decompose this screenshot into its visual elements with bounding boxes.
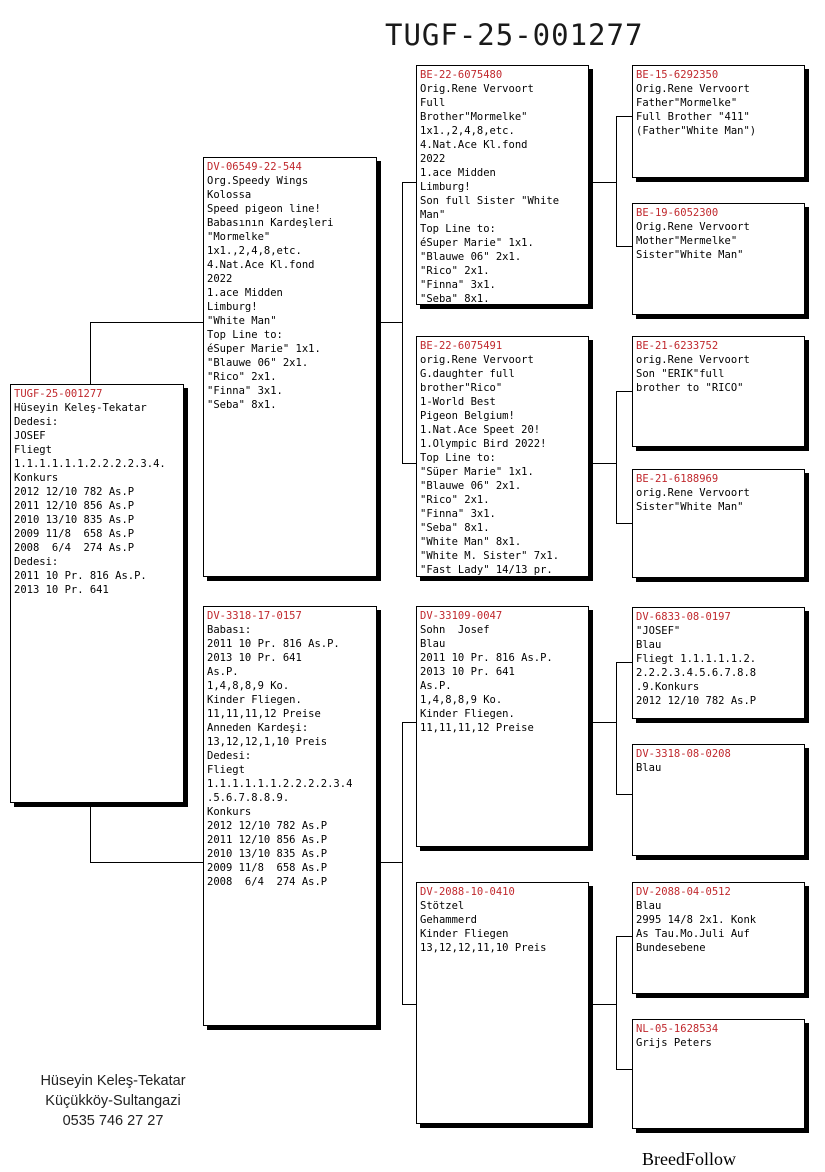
card-line: Sohn Josef bbox=[420, 624, 490, 636]
great-grandparent-card[interactable] bbox=[632, 203, 805, 315]
card-line: 1.ace Midden bbox=[207, 287, 283, 299]
connector bbox=[592, 463, 616, 464]
subject-card[interactable] bbox=[10, 384, 184, 803]
sire-sire-card[interactable] bbox=[416, 65, 589, 305]
card-line: orig.Rene Vervoort bbox=[420, 354, 534, 366]
connector bbox=[616, 246, 632, 247]
connector bbox=[616, 936, 617, 1070]
connector bbox=[616, 523, 632, 524]
breeder-location: Küçükköy-Sultangazi bbox=[45, 1093, 181, 1109]
ring-number: DV-06549-22-544 bbox=[207, 161, 302, 173]
great-grandparent-card[interactable] bbox=[632, 744, 805, 856]
card-line: 2995 14/8 2x1. Konk bbox=[636, 914, 757, 926]
card-line: 2008 6/4 274 As.P bbox=[14, 542, 135, 554]
card-line: Dedesi: bbox=[14, 416, 59, 428]
connector bbox=[592, 722, 616, 723]
card-line: 2010 13/10 835 As.P bbox=[14, 514, 135, 526]
card-line: Top Line to: bbox=[420, 452, 496, 464]
card-line: "Seba" 8x1. bbox=[420, 522, 490, 534]
card-line: Orig.Rene Vervoort bbox=[636, 221, 750, 233]
card-line: "Blauwe 06" 2x1. bbox=[207, 357, 309, 369]
card-line: Limburg! bbox=[420, 181, 471, 193]
card-line: 13,12,12,1,10 Preis bbox=[207, 736, 328, 748]
connector bbox=[376, 862, 402, 863]
card-line: Top Line to: bbox=[420, 223, 496, 235]
card-line: 2011 10 Pr. 816 As.P. bbox=[420, 652, 553, 664]
connector bbox=[592, 1004, 616, 1005]
connector bbox=[402, 722, 403, 1004]
ring-number: TUGF-25-001277 bbox=[14, 388, 103, 400]
ring-number: BE-22-6075491 bbox=[420, 340, 503, 352]
card-line: JOSEF bbox=[14, 430, 46, 442]
card-line: 2013 10 Pr. 641 bbox=[420, 666, 515, 678]
card-line: Son "ERIK"full bbox=[636, 368, 725, 380]
card-line: Gehammerd bbox=[420, 914, 477, 926]
card-line: 11,11,11,12 Preise bbox=[207, 708, 321, 720]
card-line: 2010 13/10 835 As.P bbox=[207, 848, 328, 860]
card-line: 1.ace Midden bbox=[420, 167, 496, 179]
breeder-name: Hüseyin Keleş-Tekatar bbox=[40, 1073, 186, 1089]
connector bbox=[616, 116, 617, 247]
card-line: Org.Speedy Wings bbox=[207, 175, 309, 187]
card-line: Blau bbox=[636, 639, 662, 651]
breeder-phone: 0535 746 27 27 bbox=[62, 1113, 164, 1129]
connector bbox=[616, 391, 617, 524]
card-line: 11,11,11,12 Preise bbox=[420, 722, 534, 734]
card-line: Full bbox=[420, 97, 446, 109]
card-line: 4.Nat.Ace Kl.fond bbox=[420, 139, 528, 151]
ring-number: DV-2088-04-0512 bbox=[636, 886, 731, 898]
card-line: Mother"Mermelke" bbox=[636, 235, 738, 247]
card-line: 1.1.1.1.1.1.2.2.2.2.3.4 bbox=[207, 778, 353, 790]
breeder-contact bbox=[28, 1071, 198, 1131]
card-line: Father"Mormelke" bbox=[636, 97, 738, 109]
card-line: Stötzel bbox=[420, 900, 465, 912]
ring-number: DV-33109-0047 bbox=[420, 610, 503, 622]
card-line: Anneden Kardeşi: bbox=[207, 722, 309, 734]
brand-logo: BreedFollow bbox=[642, 1149, 736, 1169]
card-line: "Seba" 8x1. bbox=[207, 399, 277, 411]
great-grandparent-card[interactable] bbox=[632, 65, 805, 178]
sire-card[interactable] bbox=[203, 157, 377, 577]
connector bbox=[90, 322, 91, 384]
card-line: Sister"White Man" bbox=[636, 501, 744, 513]
card-line: Babası: bbox=[207, 624, 252, 636]
connector bbox=[90, 802, 91, 863]
card-line: 2009 11/8 658 As.P bbox=[14, 528, 135, 540]
card-line: Konkurs bbox=[207, 806, 252, 818]
card-line: 2.2.2.3.4.5.6.7.8.8 bbox=[636, 667, 757, 679]
card-line: "Blauwe 06" 2x1. bbox=[420, 251, 522, 263]
card-line: Fliegt bbox=[207, 764, 245, 776]
dam-dam-card[interactable] bbox=[416, 882, 589, 1124]
card-line: "Seba" 8x1. bbox=[420, 293, 490, 305]
card-line: 1.Nat.Ace Speet 20! bbox=[420, 424, 541, 436]
card-line: Limburg! bbox=[207, 301, 258, 313]
card-line: 2011 12/10 856 As.P bbox=[14, 500, 135, 512]
connector bbox=[402, 722, 417, 723]
card-line: 2012 12/10 782 As.P bbox=[207, 820, 328, 832]
card-line: Babasının Kardeşleri bbox=[207, 217, 334, 229]
card-line: 1,4,8,8,9 Ko. bbox=[207, 680, 290, 692]
card-line: Grijs Peters bbox=[636, 1037, 712, 1049]
card-line: brother"Rico" bbox=[420, 382, 503, 394]
card-line: "Süper Marie" 1x1. bbox=[420, 466, 534, 478]
pedigree-title: TUGF-25-001277 bbox=[385, 18, 644, 52]
card-line: Sister"White Man" bbox=[636, 249, 744, 261]
card-line: 1x1.,2,4,8,etc. bbox=[420, 125, 515, 137]
connector bbox=[376, 322, 402, 323]
great-grandparent-card[interactable] bbox=[632, 336, 805, 447]
connector bbox=[616, 936, 632, 937]
card-line: Speed pigeon line! bbox=[207, 203, 321, 215]
card-line: As.P. bbox=[420, 680, 452, 692]
card-line: "White M. Sister" 7x1. bbox=[420, 550, 560, 562]
card-line: Kinder Fliegen. bbox=[207, 694, 302, 706]
dam-sire-card[interactable] bbox=[416, 606, 589, 847]
ring-number: BE-15-6292350 bbox=[636, 69, 719, 81]
great-grandparent-card[interactable] bbox=[632, 469, 805, 578]
card-line: "JOSEF" bbox=[636, 625, 681, 637]
card-line: "Mormelke" bbox=[207, 231, 271, 243]
ring-number: DV-6833-08-0197 bbox=[636, 611, 731, 623]
connector bbox=[592, 182, 616, 183]
card-line: 2009 11/8 658 As.P bbox=[207, 862, 328, 874]
card-line: 2011 12/10 856 As.P bbox=[207, 834, 328, 846]
ring-number: DV-3318-08-0208 bbox=[636, 748, 731, 760]
ring-number: DV-2088-10-0410 bbox=[420, 886, 515, 898]
ring-number: DV-3318-17-0157 bbox=[207, 610, 302, 622]
ring-number: BE-21-6188969 bbox=[636, 473, 719, 485]
connector bbox=[90, 862, 204, 863]
card-line: Full Brother "411" bbox=[636, 111, 750, 123]
card-line: Dedesi: bbox=[207, 750, 252, 762]
connector bbox=[616, 662, 617, 795]
card-line: 4.Nat.Ace Kl.fond bbox=[207, 259, 315, 271]
sire-dam-card[interactable] bbox=[416, 336, 589, 577]
card-line: Man" bbox=[420, 209, 446, 221]
card-line: Pigeon Belgium! bbox=[420, 410, 515, 422]
connector bbox=[616, 1069, 632, 1070]
card-line: 2008 6/4 274 As.P bbox=[207, 876, 328, 888]
card-line: Bundesebene bbox=[636, 942, 706, 954]
card-line: Fliegt bbox=[14, 444, 52, 456]
card-line: éSuper Marie" 1x1. bbox=[207, 343, 321, 355]
card-line: "White Man" bbox=[207, 315, 277, 327]
connector bbox=[402, 182, 417, 183]
card-line: 2013 10 Pr. 641 bbox=[207, 652, 302, 664]
connector bbox=[402, 182, 403, 464]
card-line: Blau bbox=[636, 762, 662, 774]
card-line: Blau bbox=[636, 900, 662, 912]
ring-number: BE-21-6233752 bbox=[636, 340, 719, 352]
ring-number: BE-22-6075480 bbox=[420, 69, 503, 81]
card-line: "Blauwe 06" 2x1. bbox=[420, 480, 522, 492]
card-line: orig.Rene Vervoort bbox=[636, 487, 750, 499]
card-line: G.daughter full bbox=[420, 368, 515, 380]
connector bbox=[90, 322, 204, 323]
card-line: Son full Sister "White bbox=[420, 195, 560, 207]
connector bbox=[616, 794, 632, 795]
card-line: 1.Olympic Bird 2022! bbox=[420, 438, 547, 450]
card-line: Dedesi: bbox=[14, 556, 59, 568]
card-line: 2022 bbox=[420, 153, 446, 165]
card-line: Hüseyin Keleş-Tekatar bbox=[14, 402, 147, 414]
card-line: 2022 bbox=[207, 273, 233, 285]
card-line: 2011 10 Pr. 816 As.P. bbox=[207, 638, 340, 650]
card-line: As Tau.Mo.Juli Auf bbox=[636, 928, 750, 940]
connector bbox=[402, 463, 417, 464]
card-line: Top Line to: bbox=[207, 329, 283, 341]
card-line: "Finna" 3x1. bbox=[420, 508, 496, 520]
card-line: .5.6.7.8.8.9. bbox=[207, 792, 290, 804]
card-line: Konkurs bbox=[14, 472, 59, 484]
card-line: "Finna" 3x1. bbox=[207, 385, 283, 397]
card-line: "Rico" 2x1. bbox=[207, 371, 277, 383]
card-line: 2012 12/10 782 As.P bbox=[636, 695, 757, 707]
card-line: Fliegt 1.1.1.1.1.2. bbox=[636, 653, 757, 665]
connector bbox=[616, 391, 632, 392]
ring-number: BE-19-6052300 bbox=[636, 207, 719, 219]
card-line: orig.Rene Vervoort bbox=[636, 354, 750, 366]
card-line: .9.Konkurs bbox=[636, 681, 700, 693]
card-line: Kinder Fliegen. bbox=[420, 708, 515, 720]
card-line: éSuper Marie" 1x1. bbox=[420, 237, 534, 249]
card-line: 2013 10 Pr. 641 bbox=[14, 584, 109, 596]
card-line: brother to "RICO" bbox=[636, 382, 744, 394]
connector bbox=[402, 1004, 417, 1005]
card-line: "Fast Lady" 14/13 pr. bbox=[420, 564, 553, 576]
card-line: "White Man" 8x1. bbox=[420, 536, 522, 548]
card-line: Blau bbox=[420, 638, 446, 650]
great-grandparent-card[interactable] bbox=[632, 607, 805, 719]
great-grandparent-card[interactable] bbox=[632, 882, 805, 994]
card-line: 1,4,8,8,9 Ko. bbox=[420, 694, 503, 706]
connector bbox=[616, 116, 632, 117]
ring-number: NL-05-1628534 bbox=[636, 1023, 719, 1035]
card-line: 1-World Best bbox=[420, 396, 496, 408]
connector bbox=[616, 662, 632, 663]
card-line: 1x1.,2,4,8,etc. bbox=[207, 245, 302, 257]
dam-card[interactable] bbox=[203, 606, 377, 1026]
card-line: "Rico" 2x1. bbox=[420, 494, 490, 506]
card-line: "Rico" 2x1. bbox=[420, 265, 490, 277]
card-line: 2012 12/10 782 As.P bbox=[14, 486, 135, 498]
card-line: 1.1.1.1.1.1.2.2.2.2.3.4. bbox=[14, 458, 166, 470]
great-grandparent-card[interactable] bbox=[632, 1019, 805, 1129]
card-line: (Father"White Man") bbox=[636, 125, 757, 137]
card-line: Kolossa bbox=[207, 189, 252, 201]
card-line: 13,12,12,11,10 Preis bbox=[420, 942, 547, 954]
card-line: Orig.Rene Vervoort bbox=[420, 83, 534, 95]
card-line: 2011 10 Pr. 816 As.P. bbox=[14, 570, 147, 582]
card-line: Brother"Mormelke" bbox=[420, 111, 528, 123]
card-line: Orig.Rene Vervoort bbox=[636, 83, 750, 95]
card-line: "Finna" 3x1. bbox=[420, 279, 496, 291]
card-line: Kinder Fliegen bbox=[420, 928, 509, 940]
card-line: As.P. bbox=[207, 666, 239, 678]
